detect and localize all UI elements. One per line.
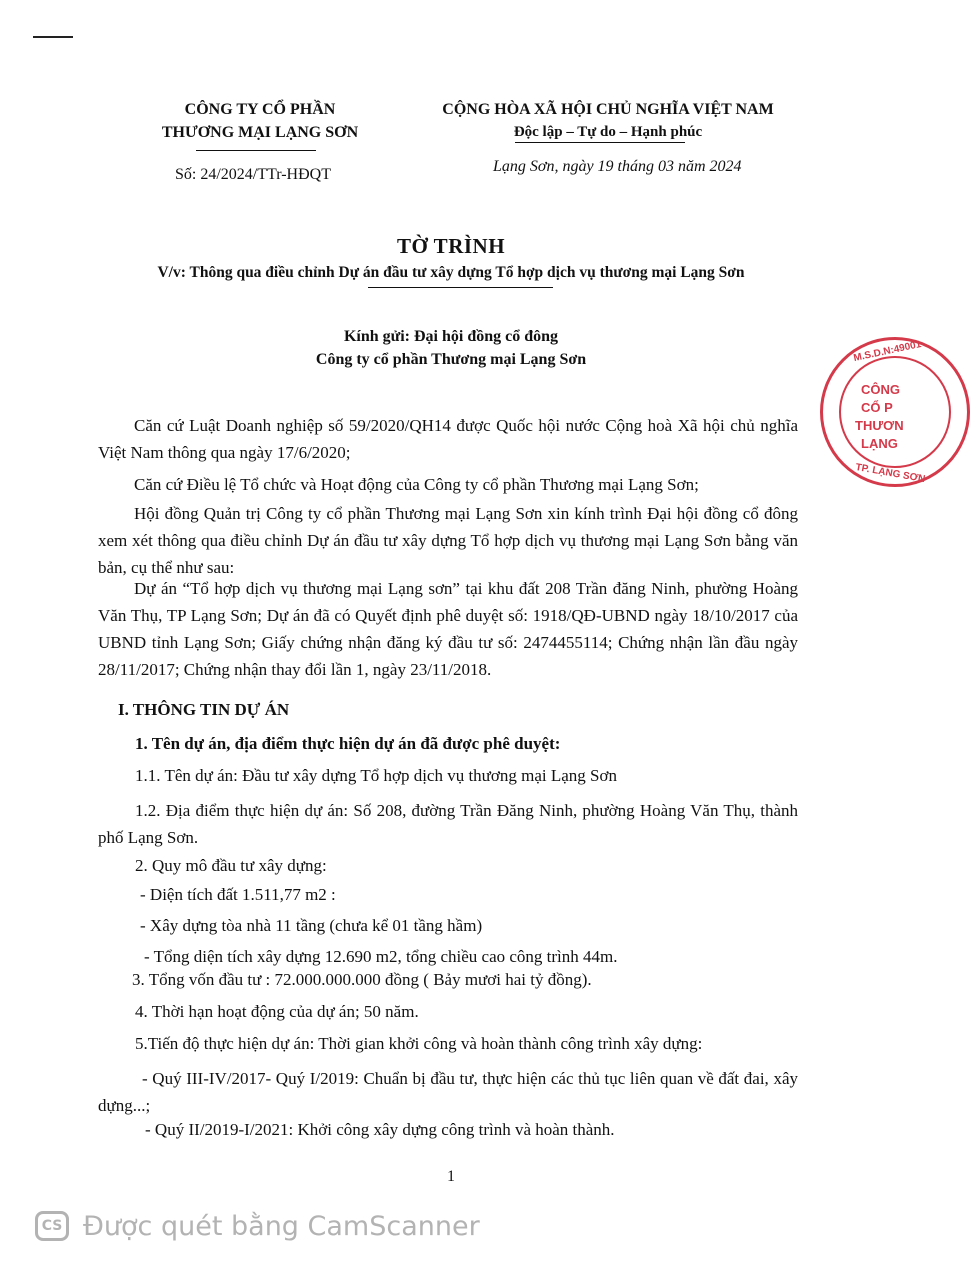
stamp-line4: LẠNG: [861, 436, 898, 451]
project-description: Dự án “Tổ hợp dịch vụ thương mại Lạng sơn” tại khu đất 208 Trần đăng Ninh, phường Hoàng Văn Thụ, TP Lạng Sơn; Dự án đã có Quyết định phê duyệt số: 1918/QĐ-UBND ngày 18/10/2017 của UBND tỉnh Lạng Sơn; Giấy chứng nhận đăng ký đầu tư số: 2474455114; Chứng nhận lần đầu ngày 28/11/2017; Chứng nhận thay đổi lần 1, ngày 23/11/2018.: [98, 579, 798, 679]
stamp-code: M.S.D.N:49001: [852, 338, 923, 365]
item-operation-term: 4. Thời hạn hoạt động của dự án; 50 năm.: [135, 1002, 419, 1021]
legal-basis-law: Căn cứ Luật Doanh nghiệp số 59/2020/QH14 được Quốc hội nước Cộng hoà Xã hội chủ nghĩa Việt Nam thông qua ngày 17/6/2020;: [98, 416, 798, 462]
stamp-line3: THƯƠN: [855, 418, 904, 433]
reference-number: Số: 24/2024/TTr-HĐQT: [175, 166, 331, 183]
schedule-phase-2: - Quý II/2019-I/2021: Khởi công xây dựng công trình và hoàn thành.: [145, 1120, 615, 1139]
submission-statement: Hội đồng Quản trị Công ty cổ phần Thương mại Lạng Sơn xin kính trình Đại hội đồng cổ đông xem xét thông qua điều chỉnh Dự án đầu tư xây dựng Tổ hợp dịch vụ thương mại Lạng Sơn bằng văn bản, cụ thể như sau:: [98, 504, 798, 577]
stamp-inner-ring: [839, 356, 951, 468]
subtitle-underline: [368, 287, 553, 288]
national-header: [418, 98, 798, 144]
motto-underline: [515, 142, 685, 143]
section-heading-project-info: I. THÔNG TIN DỰ ÁN: [118, 700, 290, 719]
item-project-location: 1.2. Địa điểm thực hiện dự án: Số 208, đường Trần Đăng Ninh, phường Hoàng Văn Thụ, thành phố Lạng Sơn.: [98, 801, 798, 847]
country-name: CỘNG HÒA XÃ HỘI CHỦ NGHĨA VIỆT NAM: [442, 101, 774, 118]
greeting-line1: Kính gửi: Đại hội đồng cổ đông: [343, 328, 559, 345]
item-building-floors: - Xây dựng tòa nhà 11 tầng (chưa kể 01 tầng hầm): [140, 916, 483, 935]
company-underline: [196, 150, 316, 151]
item-total-floor-area: - Tổng diện tích xây dựng 12.690 m2, tổng chiều cao công trình 44m.: [144, 947, 618, 966]
item-land-area: - Diện tích đất 1.511,77 m2 :: [140, 885, 336, 904]
date-place: Lạng Sơn, ngày 19 tháng 03 năm 2024: [493, 158, 742, 175]
document-title: TỜ TRÌNH: [396, 234, 506, 258]
item-total-investment: 3. Tổng vốn đầu tư : 72.000.000.000 đồng ( Bảy mươi hai tỷ đồng).: [132, 970, 592, 989]
national-motto: Độc lập – Tự do – Hạnh phúc: [513, 124, 703, 140]
page-number: 1: [447, 1168, 455, 1185]
greeting-line2: Công ty cổ phần Thương mại Lạng Sơn: [315, 351, 587, 368]
item-schedule: 5.Tiến độ thực hiện dự án: Thời gian khởi công và hoàn thành công trình xây dựng:: [135, 1034, 703, 1053]
company-header: [130, 98, 390, 144]
item-project-name: 1.1. Tên dự án: Đầu tư xây dựng Tổ hợp dịch vụ thương mại Lạng Sơn: [135, 766, 618, 785]
company-name-line1: CÔNG TY CỔ PHẦN: [184, 101, 336, 118]
item-scale: 2. Quy mô đầu tư xây dựng:: [135, 856, 327, 875]
stamp-line2: CỔ P: [861, 400, 893, 415]
company-name-line2: THƯƠNG MẠI LẠNG SƠN: [161, 124, 359, 141]
legal-basis-charter: Căn cứ Điều lệ Tổ chức và Hoạt động của Công ty cổ phần Thương mại Lạng Sơn;: [134, 475, 699, 494]
schedule-phase-1: - Quý III-IV/2017- Quý I/2019: Chuẩn bị đầu tư, thực hiện các thủ tục liên quan về đất đai, xây dựng...;: [98, 1069, 798, 1115]
camscanner-watermark: [35, 1206, 480, 1246]
stamp-line1: CÔNG: [861, 382, 900, 397]
scan-edge-mark: [33, 36, 73, 38]
document-subtitle: V/v: Thông qua điều chỉnh Dự án đầu tư xây dựng Tổ hợp dịch vụ thương mại Lạng Sơn: [157, 264, 745, 281]
company-seal-stamp: [820, 337, 970, 487]
stamp-footer: TP. LẠNG SƠN: [854, 461, 926, 486]
camscanner-logo-icon: CS: [35, 1211, 69, 1241]
watermark-text: Được quét bằng CamScanner: [83, 1210, 480, 1242]
item-name-location: 1. Tên dự án, địa điểm thực hiện dự án đã được phê duyệt:: [135, 734, 561, 753]
